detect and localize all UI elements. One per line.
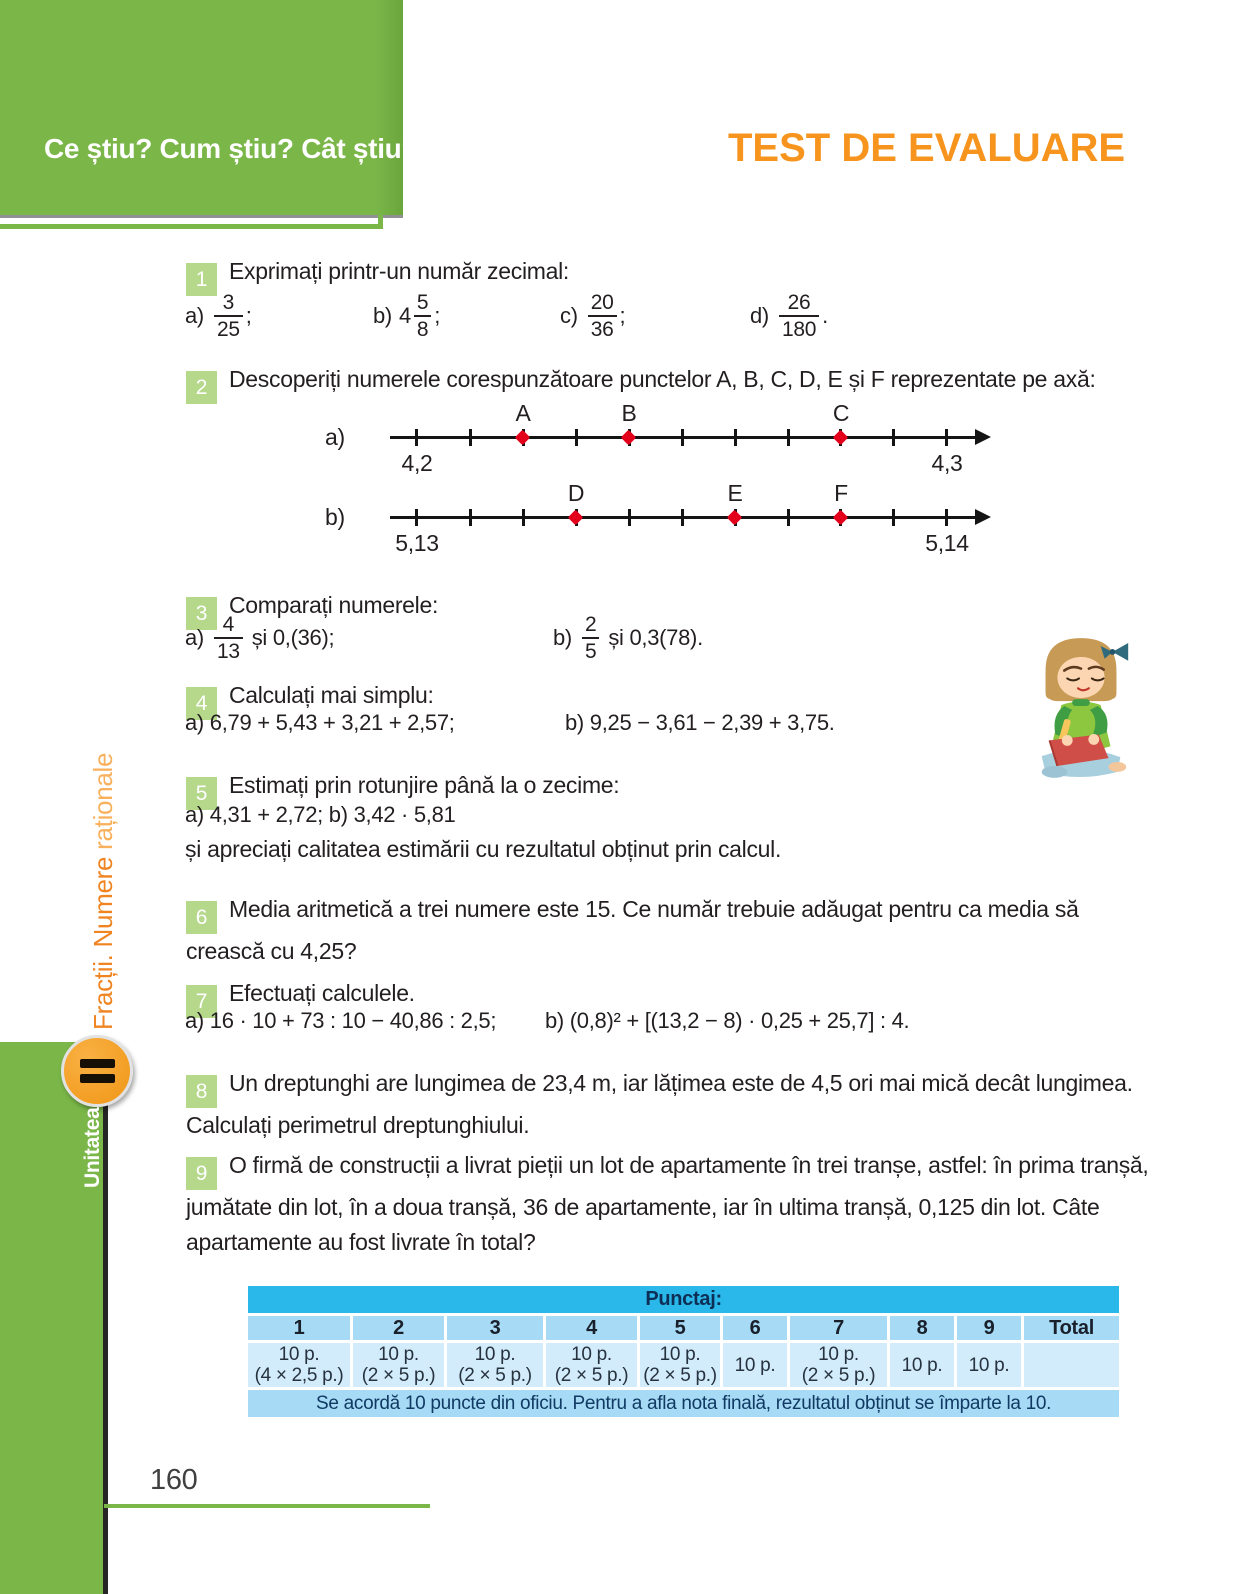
numerator: 20 [590,291,614,314]
expression [185,1008,496,1034]
unit-label: Unitatea [81,1107,104,1188]
arrow-right-icon [975,429,991,445]
tick-mark [575,429,578,446]
fraction-item [185,610,334,666]
score-table-title: Punctaj: [248,1286,1119,1313]
item-tail: și 0,(36); [251,625,335,650]
column-header: 4 [546,1316,637,1340]
expression-text: 9,25 − 3,61 − 2,39 + 3,75. [589,710,835,735]
tick-mark [522,509,525,526]
number-line-b [325,478,1025,563]
exercise-text: O firmă de construcții a livrat pieții un lot de apartamente în trei tranșe, astfel: în prima tranșă, jumătate din lot, în a doua tranșă, 36 de apartamente, iar în ultima tranșă, 0,125 din lot. Câte apartamente au fost livrate în total? [186,1152,1149,1255]
tick-mark [469,429,472,446]
tick-mark [945,429,948,446]
roman-numeral-bar [80,1074,115,1083]
point-label: C [832,400,850,426]
page-title: TEST DE EVALUARE [728,126,1126,170]
exercise-number-badge: 2 [186,371,217,404]
axis-end-value: 5,14 [925,530,969,556]
score-note: Se acordă 10 puncte din oficiu. Pentru a afla nota finală, rezultatul obținut se împarte la 10. [248,1390,1119,1417]
score-cell: 10 p. [957,1343,1021,1387]
item-label: a) [185,1008,204,1033]
score-cell: 10 p. [723,1343,787,1387]
banner-underline [0,224,383,229]
unit-2-roman-numeral-icon [61,1035,133,1107]
banner-divider [0,215,403,218]
sidebar-topic [88,753,119,1030]
sidebar-topic-primary: Fracții. Numere [88,856,118,1030]
arrow-right-icon [975,509,991,525]
fraction [588,292,617,340]
denominator: 8 [416,318,429,341]
banner-title: Ce știu? Cum știu? Cât știu? [44,133,419,164]
expression [565,710,835,736]
page-number: 160 [150,1464,198,1496]
chapter-banner [0,0,419,215]
item-tail: . [822,303,828,328]
denominator: 5 [584,640,597,663]
exercise-number-badge: 1 [186,263,217,296]
fraction [414,292,431,340]
point-label: A [515,400,531,426]
point-label: B [621,400,637,426]
fraction-item [373,288,440,344]
score-table-points-row [248,1343,1119,1387]
numerator: 4 [222,613,235,636]
tick-mark [415,509,418,526]
item-label: b) [545,1008,564,1033]
sidebar-topic-secondary: raționale [88,752,118,857]
exercise-text: Media aritmetică a trei numere este 15. Ce număr trebuie adăugat pentru ca media să crească cu 4,25? [186,896,1079,964]
item-tail: și 0,3(78). [608,625,703,650]
axis-label: b) [325,504,345,530]
point-marker-F [833,510,849,526]
exercise-9 [186,1148,1176,1260]
exercise-number-badge: 7 [186,985,217,1018]
footer-rule [104,1504,430,1508]
item-tail: ; [245,303,252,328]
denominator: 13 [216,640,240,663]
tick-mark [945,509,948,526]
numerator: 3 [222,291,235,314]
score-table-note-row [248,1390,1119,1417]
point-label: D [567,480,585,506]
tick-mark [681,429,684,446]
item-tail: ; [434,303,441,328]
column-header: 3 [447,1316,543,1340]
score-cell: 10 p. (4 × 2,5 p.) [248,1343,350,1387]
score-cell-total [1024,1343,1119,1387]
column-header: 2 [353,1316,444,1340]
point-label: E [727,480,743,506]
point-marker-A [515,430,531,446]
item-label: b) [565,710,584,735]
tick-mark [681,509,684,526]
expression [185,710,455,736]
column-header: 1 [248,1316,350,1340]
expression-text: 6,79 + 5,43 + 3,21 + 2,57; [209,710,455,735]
number-line-a [325,398,1025,483]
denominator: 180 [781,318,817,341]
tick-mark [787,429,790,446]
prompt-text: Calculați mai simplu: [229,682,434,708]
expression-text: a) 4,31 + 2,72; b) 3,42 · 5,81 [185,802,456,827]
item-label: c) [560,303,578,328]
score-cell: 10 p. (2 × 5 p.) [353,1343,444,1387]
fraction [214,614,243,662]
prompt-text: Descoperiți numerele corespunzătoare punctelor A, B, C, D, E și F reprezentate pe axă: [229,366,1096,392]
item-label: b) [553,625,572,650]
column-header: 9 [957,1316,1021,1340]
banner-underline-notch [378,215,383,229]
numerator: 5 [416,291,429,314]
score-cell: 10 p. (2 × 5 p.) [546,1343,637,1387]
column-header: Total [1024,1316,1119,1340]
expression-text: 16 · 10 + 73 : 10 − 40,86 : 2,5; [209,1008,497,1033]
exercise-number-badge: 8 [186,1075,217,1108]
tick-mark [628,509,631,526]
fraction-item [560,288,625,344]
point-label: F [834,480,848,506]
exercise-text: Un dreptunghi are lungimea de 23,4 m, iar lățimea este de 4,5 ori mai mică decât lungimea. Calculați perimetrul dreptunghiului. [186,1070,1133,1138]
score-cell: 10 p. (2 × 5 p.) [640,1343,720,1387]
fraction [214,292,243,340]
exercise-number-badge: 6 [186,901,217,934]
axis-start-value: 5,13 [395,530,439,556]
girl-writing-illustration [1022,626,1140,784]
fraction-item [553,610,703,666]
exercise-number-badge: 4 [186,687,217,720]
tick-mark [892,429,895,446]
continuation-text: și apreciați calitatea estimării cu rezultatul obținut prin calcul. [185,836,782,862]
score-table [245,1283,1122,1420]
denominator: 36 [590,318,614,341]
tick-mark [892,509,895,526]
point-marker-C [833,430,849,446]
exercise-number-badge: 3 [186,597,217,630]
score-cell: 10 p. (2 × 5 p.) [447,1343,543,1387]
roman-numeral-bar [80,1059,115,1068]
column-header: 6 [723,1316,787,1340]
expression-text: (0,8)² + [(13,2 − 8) · 0,25 + 25,7] : 4. [569,1008,910,1033]
point-marker-B [621,430,637,446]
score-cell: 10 p. [890,1343,954,1387]
exercise-8 [186,1066,1151,1143]
exercise-number-badge: 5 [186,777,217,810]
item-label: d) [750,303,769,328]
fraction-item [750,288,828,344]
expression [545,1008,909,1034]
fraction [582,614,599,662]
item-label: a) [185,710,204,735]
item-tail: ; [619,303,626,328]
column-header: 5 [640,1316,720,1340]
tick-mark [415,429,418,446]
prompt-text: Comparați numerele: [229,592,439,618]
numerator: 26 [787,291,811,314]
tick-mark [734,429,737,446]
prompt-text: Exprimați printr-un număr zecimal: [229,258,570,284]
score-table-header-row [248,1286,1119,1313]
prompt-text: Estimați prin rotunjire până la o zecime: [229,772,620,798]
item-label: b) [373,303,392,328]
point-marker-D [568,510,584,526]
column-header: 8 [890,1316,954,1340]
tick-mark [787,509,790,526]
numerator: 2 [584,613,597,636]
item-label: a) [185,303,204,328]
column-header: 7 [790,1316,887,1340]
fraction [779,292,819,340]
exercise-6 [186,892,1146,969]
exercise-1-items [0,288,1240,344]
whole-number: 4 [398,303,411,328]
fraction-item [185,288,252,344]
axis-start-value: 4,2 [401,450,433,476]
axis-label: a) [325,424,345,450]
score-cell: 10 p. (2 × 5 p.) [790,1343,887,1387]
tick-mark [469,509,472,526]
item-label: a) [185,625,204,650]
score-table-columns-row [248,1316,1119,1340]
denominator: 25 [216,318,240,341]
point-marker-E [727,510,743,526]
axis-end-value: 4,3 [931,450,963,476]
exercise-number-badge: 9 [186,1157,217,1190]
prompt-text: Efectuați calculele. [229,980,415,1006]
